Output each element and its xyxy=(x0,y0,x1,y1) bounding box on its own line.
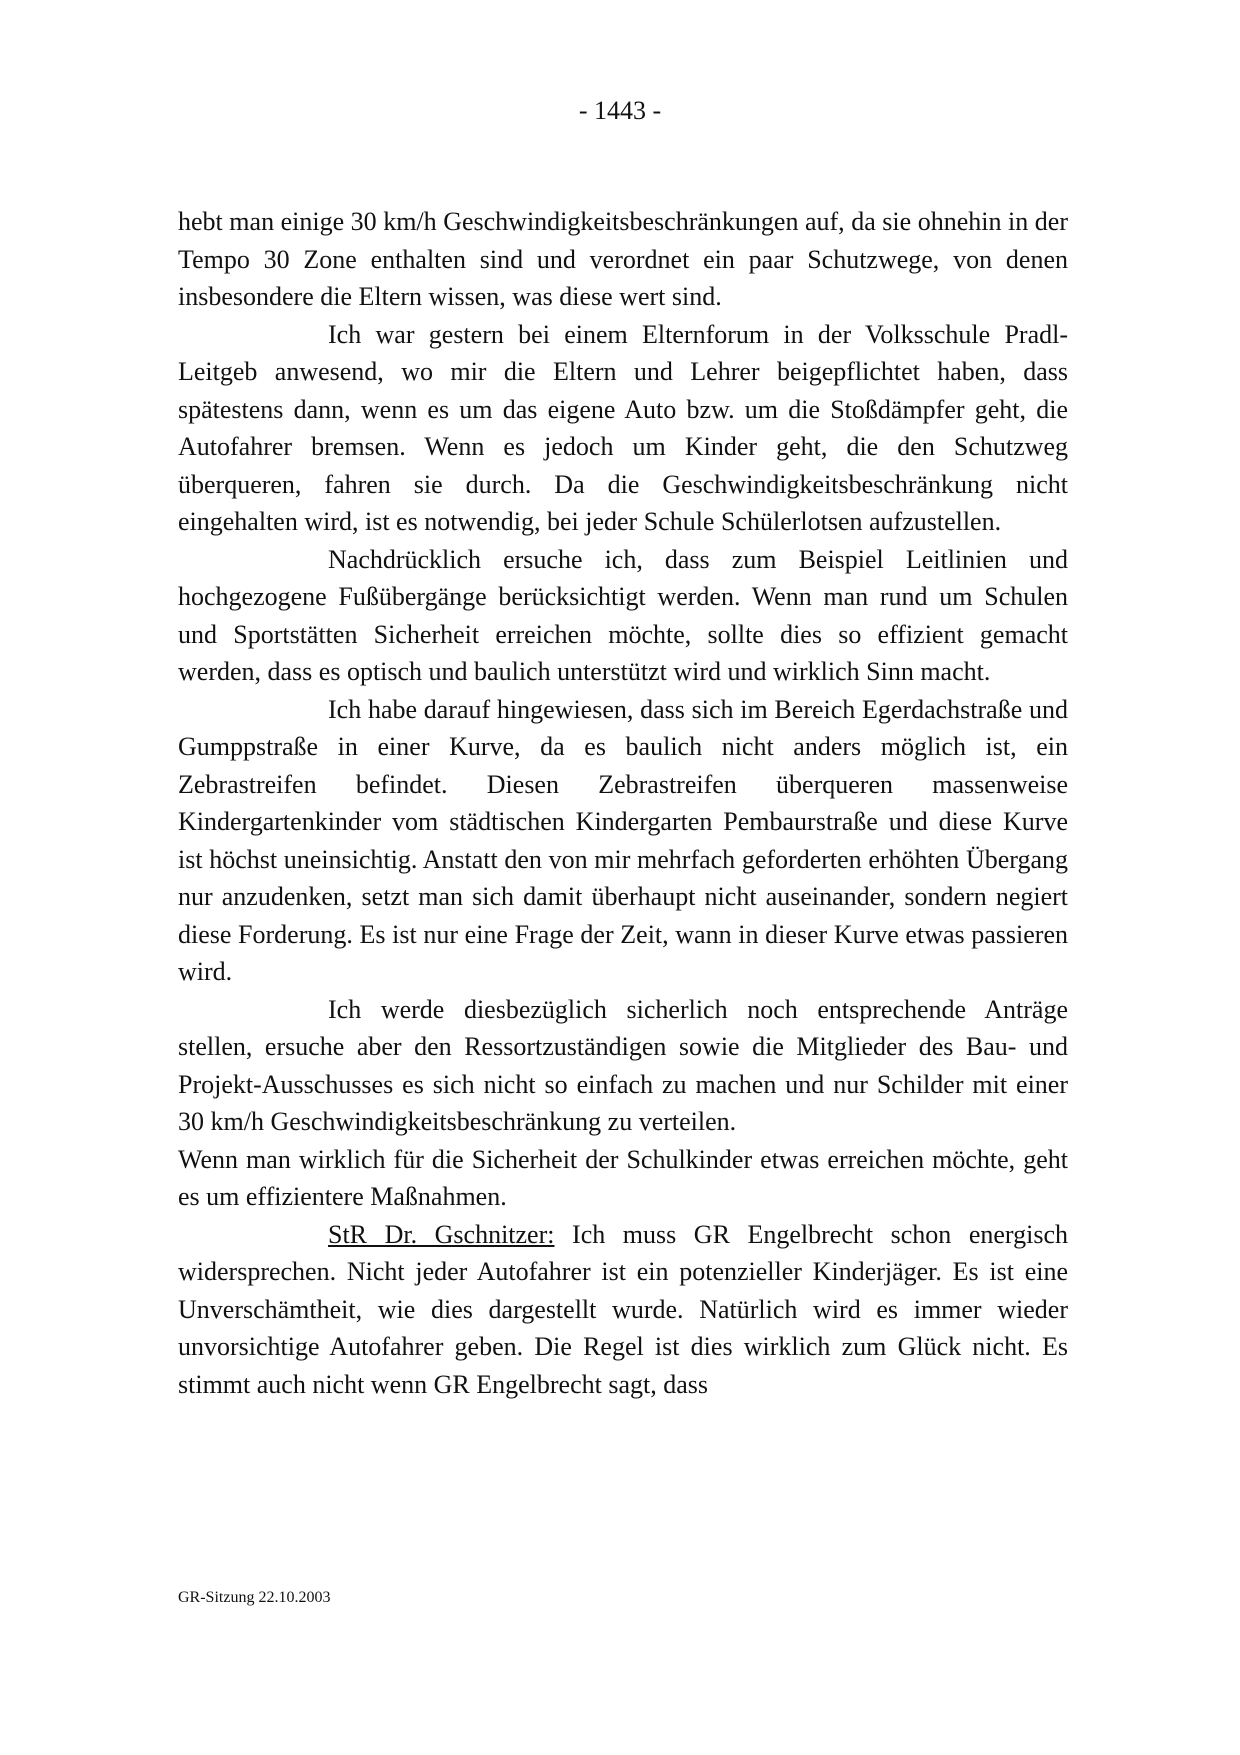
statement-text: Ich muss GR Engelbrecht schon energisch widersprechen. Nicht jeder Autofahrer ist ein potenzieller Kinderjäger. Es ist eine Unverschämtheit, wie dies dargestellt wurde. Natürlich wird es immer wieder unvorsichtige Autofahrer geben. Die Regel ist dies wirklich zum Glück nicht. Es stimmt auch nicht wenn GR Engelbrecht sagt, dass xyxy=(178,1219,1068,1399)
paragraph-elternforum: Ich war gestern bei einem Elternforum in der Volksschule Pradl-Leitgeb anwesend, wo mir die Eltern und Lehrer beigepflichtet haben, dass spätestens dann, wenn es um das eigene Auto bzw. um die Stoßdämpfer geht, die Autofahrer bremsen. Wenn es jedoch um Kinder geht, die den Schutzweg überqueren, fahren sie durch. Da die Geschwindigkeitsbeschränkung nicht eingehalten wird, ist es notwendig, bei jeder Schule Schülerlotsen aufzustellen. xyxy=(178,319,1068,536)
paragraph-massnahmen: Wenn man wirklich für die Sicherheit der Schulkinder etwas erreichen möchte, geht es um effizientere Maßnahmen. xyxy=(178,1144,1068,1211)
paragraph-leitlinien: Nachdrücklich ersuche ich, dass zum Beispiel Leitlinien und hochgezogene Fußübergänge berücksichtigt werden. Wenn man rund um Schulen und Sportstätten Sicherheit erreichen möchte, sollte dies so effizient gemacht werden, dass es optisch und baulich unterstützt wird und wirklich Sinn macht. xyxy=(178,544,1068,686)
paragraph-gschnitzer-statement xyxy=(178,1216,1068,1404)
paragraph-antraege: Ich werde diesbezüglich sicherlich noch entsprechende Anträge stellen, ersuche aber den Ressortzuständigen sowie die Mitglieder des Bau- und Projekt-Ausschusses es sich nicht so einfach zu machen und nur Schilder mit einer 30 km/h Geschwindigkeitsbeschränkung zu verteilen. xyxy=(178,994,1068,1136)
document-body xyxy=(178,203,1068,1403)
speaker-label: StR Dr. Gschnitzer: xyxy=(328,1219,555,1249)
paragraph-zebrastreifen: Ich habe darauf hingewiesen, dass sich im Bereich Egerdachstraße und Gumppstraße in einer Kurve, da es baulich nicht anders möglich ist, ein Zebrastreifen befindet. Diesen Zebrastreifen überqueren massenweise Kindergartenkinder vom städtischen Kindergarten Pembaurstraße und diese Kurve ist höchst uneinsichtig. Anstatt den von mir mehrfach geforderten erhöhten Übergang nur anzudenken, setzt man sich damit überhaupt nicht auseinander, sondern negiert diese Forderung. Es ist nur eine Frage der Zeit, wann in dieser Kurve etwas passieren wird. xyxy=(178,694,1068,986)
paragraph-continuation: hebt man einige 30 km/h Geschwindigkeitsbeschränkungen auf, da sie ohnehin in der Tempo 30 Zone enthalten sind und verordnet ein paar Schutzwege, von denen insbesondere die Eltern wissen, was diese wert sind. xyxy=(178,207,1068,311)
page-number: - 1443 - xyxy=(578,96,662,125)
footer-session-date: GR-Sitzung 22.10.2003 xyxy=(178,1589,331,1606)
